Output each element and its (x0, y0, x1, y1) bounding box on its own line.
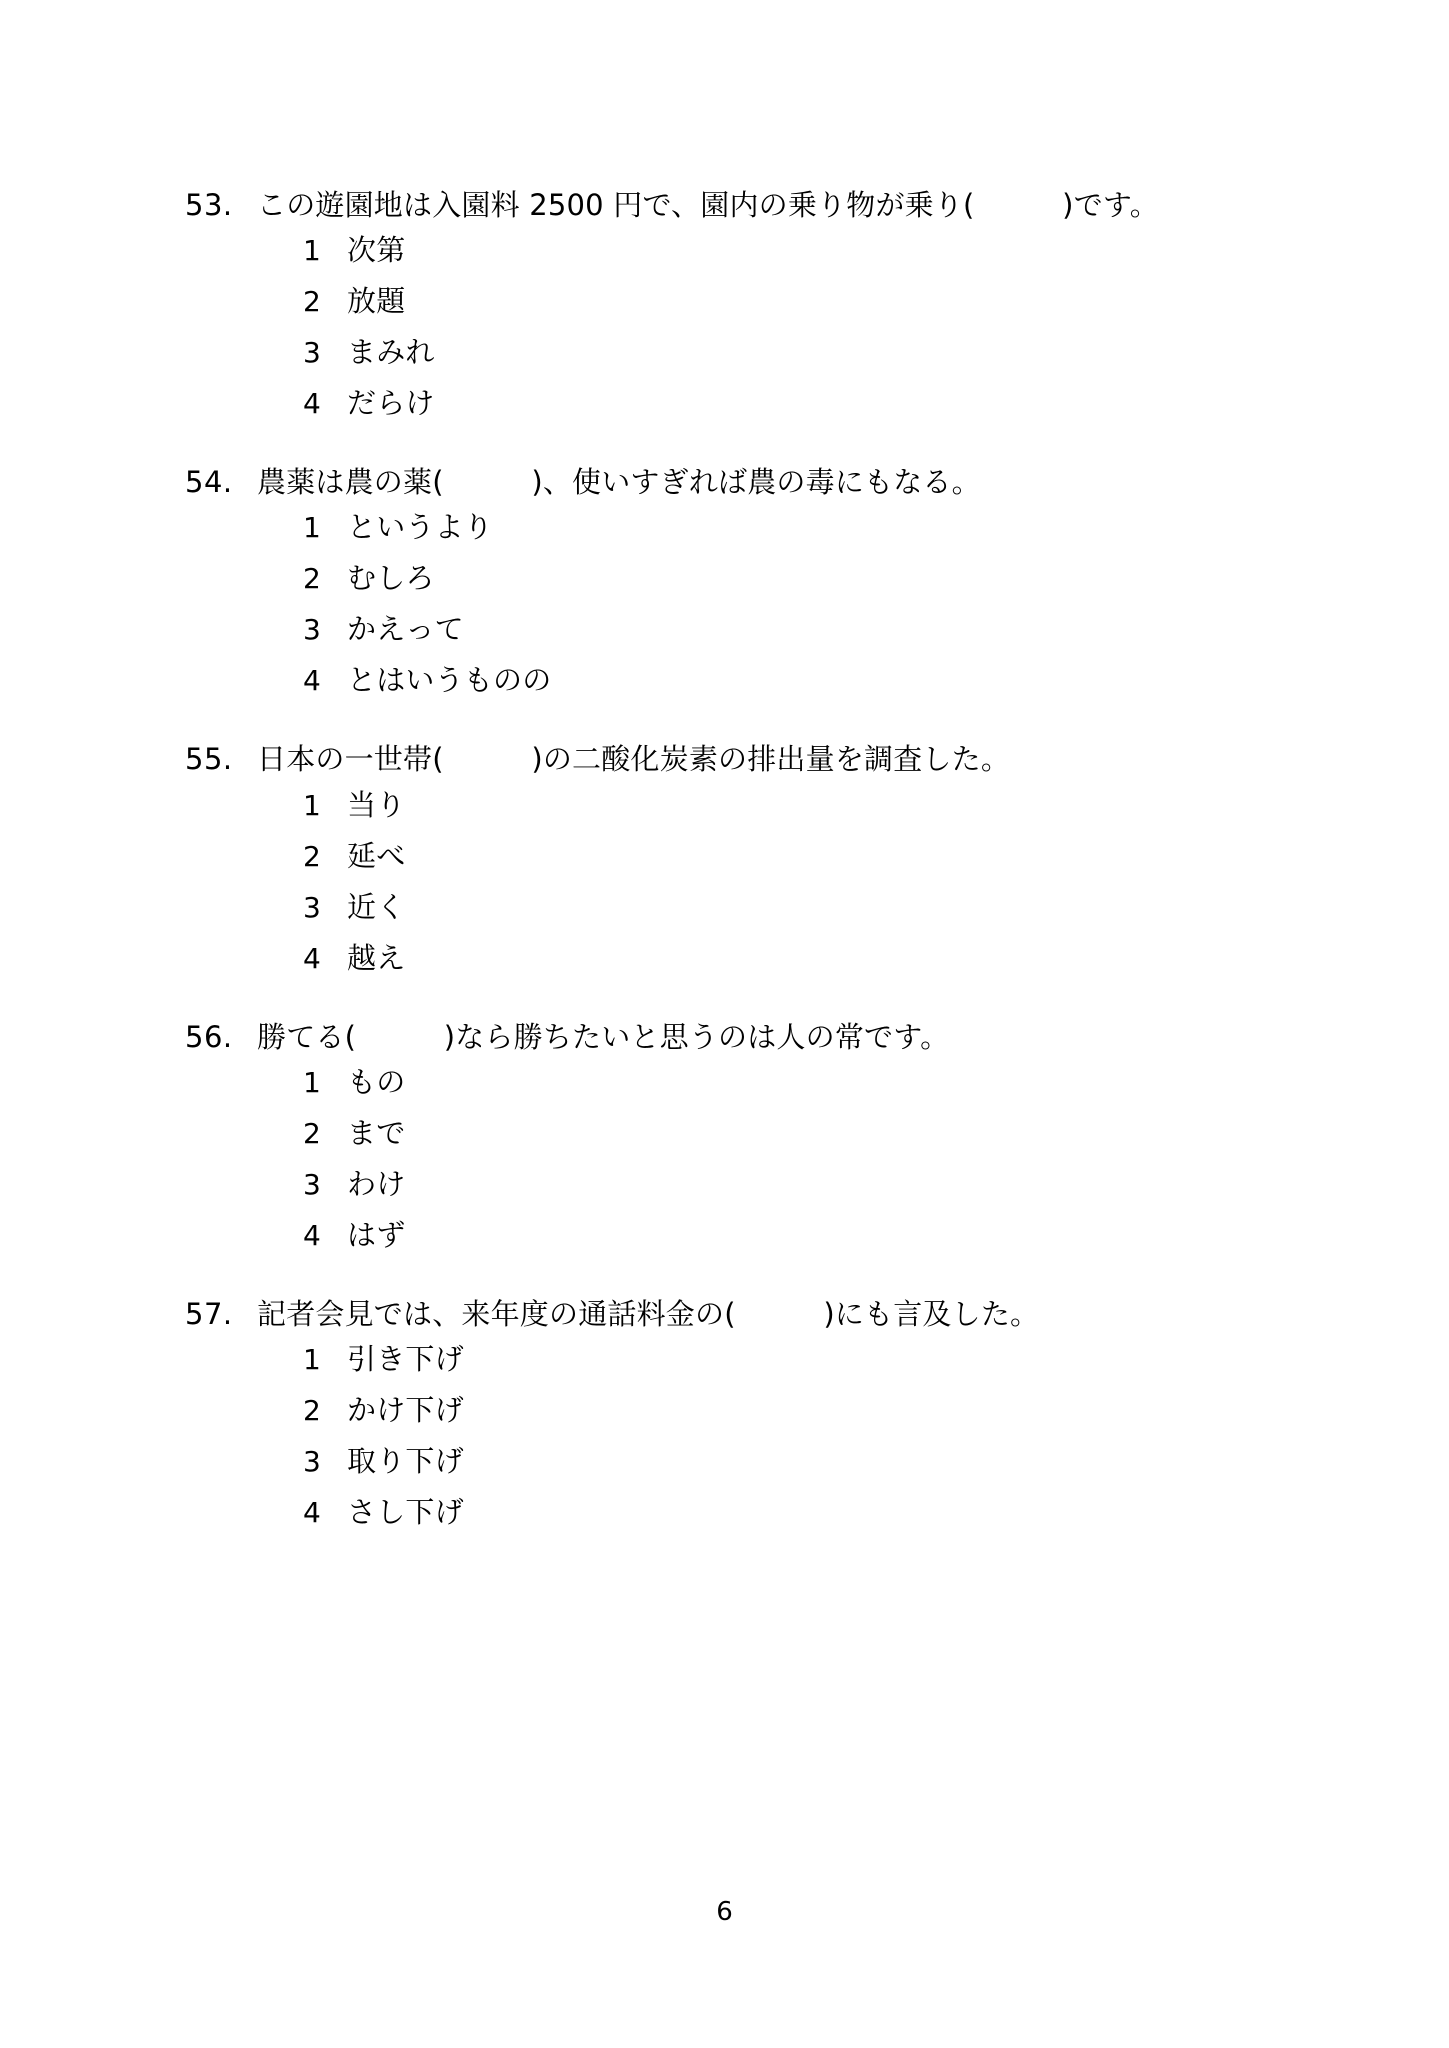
choice-label: まみれ (347, 335, 435, 370)
choice-label: かえって (347, 612, 464, 647)
choice-number: 2 (303, 562, 321, 596)
question-prompt (185, 462, 1275, 503)
choice-label: 当り (347, 787, 406, 822)
choice-number: 4 (303, 664, 321, 698)
choice-number: 1 (303, 1342, 321, 1376)
choice-number: 1 (303, 788, 321, 822)
choice-number: 4 (303, 1218, 321, 1252)
choice-option[interactable] (303, 386, 1275, 421)
choice-option[interactable] (303, 1341, 1275, 1376)
choice-number: 1 (303, 234, 321, 268)
choice-number: 2 (303, 1116, 321, 1150)
choice-label: かけ下げ (347, 1392, 464, 1427)
choice-label: さし下げ (347, 1494, 464, 1529)
choice-list (185, 1341, 1275, 1529)
choice-list (185, 233, 1275, 421)
question-prompt (185, 1017, 1275, 1058)
question-text: この遊園地は入園料 2500 円で、園内の乗り物が乗り( )です。 (257, 188, 1159, 222)
choice-number: 3 (303, 613, 321, 647)
question-number: 53. (185, 188, 233, 222)
choice-option[interactable] (303, 889, 1275, 924)
choice-option[interactable] (303, 1166, 1275, 1201)
choice-option[interactable] (303, 335, 1275, 370)
choice-option[interactable] (303, 1064, 1275, 1099)
choice-number: 4 (303, 1495, 321, 1529)
choice-label: もの (347, 1064, 406, 1099)
choice-number: 2 (303, 1393, 321, 1427)
question-text: 勝てる( )なら勝ちたいと思うのは人の常です。 (257, 1019, 950, 1054)
choice-list (185, 787, 1275, 975)
choice-label: 越え (347, 940, 406, 975)
question-text: 日本の一世帯( )の二酸化炭素の排出量を調査した。 (257, 742, 1011, 777)
question-item (185, 462, 1275, 698)
question-number: 55. (185, 742, 233, 777)
choice-list (185, 1064, 1275, 1252)
question-item (185, 1017, 1275, 1250)
choice-number: 1 (303, 511, 321, 545)
page-number: 6 (716, 1897, 733, 1927)
choice-number: 3 (303, 890, 321, 924)
choice-label: 近く (347, 889, 406, 924)
choice-option[interactable] (303, 233, 1275, 268)
choice-number: 4 (303, 387, 321, 421)
choice-number: 4 (303, 941, 321, 975)
question-item (185, 185, 1275, 421)
choice-label: だらけ (347, 386, 435, 421)
choice-number: 2 (303, 285, 321, 319)
question-item (185, 1294, 1275, 1527)
choice-option[interactable] (303, 1392, 1275, 1427)
choice-label: 引き下げ (347, 1341, 464, 1376)
choice-option[interactable] (303, 663, 1275, 698)
choice-number: 1 (303, 1065, 321, 1099)
question-list (185, 185, 1275, 1571)
choice-option[interactable] (303, 787, 1275, 822)
question-number: 54. (185, 465, 233, 500)
question-item (185, 739, 1275, 975)
choice-option[interactable] (303, 1115, 1275, 1150)
choice-label: 放題 (347, 284, 406, 319)
choice-number: 3 (303, 336, 321, 370)
choice-option[interactable] (303, 940, 1275, 975)
choice-option[interactable] (303, 612, 1275, 647)
choice-option[interactable] (303, 561, 1275, 596)
choice-number: 3 (303, 1444, 321, 1478)
choice-number: 3 (303, 1167, 321, 1201)
question-prompt (185, 739, 1275, 780)
choice-option[interactable] (303, 284, 1275, 319)
choice-label: というより (347, 510, 494, 545)
choice-number: 2 (303, 839, 321, 873)
question-prompt (185, 185, 1275, 226)
question-text: 農薬は農の薬( )、使いすぎれば農の毒にもなる。 (257, 465, 981, 500)
choice-label: わけ (347, 1166, 406, 1201)
choice-option[interactable] (303, 1494, 1275, 1529)
choice-list (185, 510, 1275, 698)
choice-label: 次第 (347, 233, 406, 268)
choice-label: はず (347, 1217, 406, 1252)
choice-option[interactable] (303, 1217, 1275, 1252)
choice-option[interactable] (303, 838, 1275, 873)
choice-option[interactable] (303, 510, 1275, 545)
question-number: 57. (185, 1296, 233, 1331)
question-text: 記者会見では、来年度の通話料金の( )にも言及した。 (257, 1296, 1040, 1331)
choice-label: むしろ (347, 561, 435, 596)
choice-option[interactable] (303, 1443, 1275, 1478)
choice-label: 取り下げ (347, 1443, 464, 1478)
choice-label: とはいうものの (347, 663, 552, 698)
question-prompt (185, 1294, 1275, 1335)
choice-label: まで (347, 1115, 406, 1150)
question-number: 56. (185, 1019, 233, 1054)
choice-label: 延べ (347, 838, 406, 873)
